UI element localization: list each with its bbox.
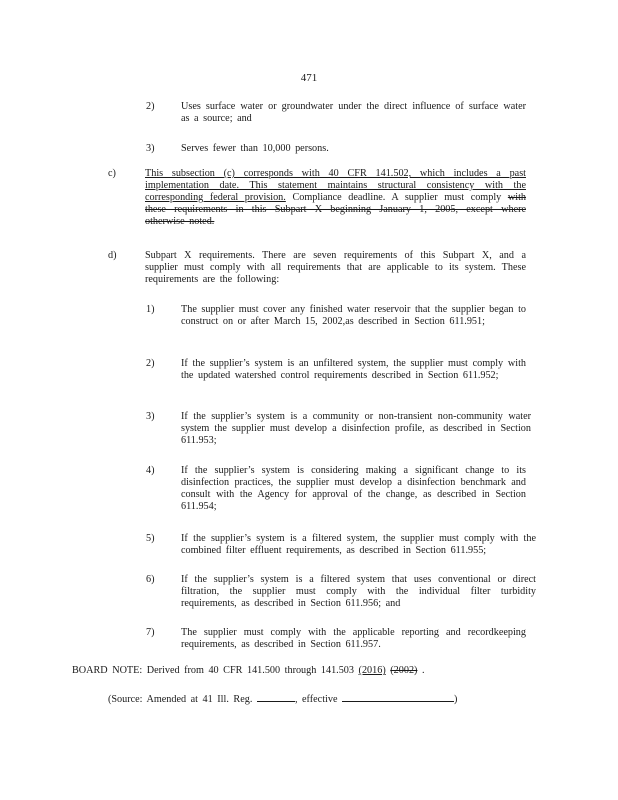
board-note-deleted-year: (2002) — [390, 665, 418, 676]
source-note-suffix: ) — [454, 694, 458, 705]
requirement-3-label: 3) — [146, 411, 155, 422]
subsection-c-inserted: This subsection (c) corresponds with 40 CFR 141.502, which includes a past implementation date. This statement maintains structural consistency with the corresponding federal provision. — [145, 168, 526, 203]
requirement-6-text: If the supplier’s system is a filtered system that uses conventional or direct filtration, the supplier must comply with the individual filter turbidity requirements, as described in Section 611.956; and — [181, 574, 536, 609]
requirement-4-text: If the supplier’s system is considering making a significant change to its disinfection practices, the supplier must develop a disinfection benchmark and consult with the Agency for approval of the change, as described in Section 611.954; — [181, 465, 526, 512]
requirement-4-label: 4) — [146, 465, 155, 476]
requirement-6-label: 6) — [146, 574, 155, 585]
subsection-c-deleted: with these requirements in this Subpart X beginning January 1, 2005, except where otherwise noted. — [145, 192, 526, 227]
subsection-c-text — [145, 168, 526, 228]
page-number: 471 — [300, 72, 318, 84]
requirement-7-text: The supplier must comply with the applicable reporting and recordkeeping requirements, as described in Section 611.957. — [181, 627, 526, 650]
item-2-label: 2) — [146, 101, 155, 112]
requirement-3-text: If the supplier’s system is a community or non-transient non-community water system the supplier must develop a disinfection profile, as described in Section 611.953; — [181, 411, 531, 446]
source-note — [108, 691, 528, 706]
effective-date-blank — [342, 691, 454, 702]
register-page-blank — [257, 691, 295, 702]
requirement-5-label: 5) — [146, 533, 155, 544]
subsection-d-intro: Subpart X requirements. There are seven requirements of this Subpart X, and a supplier must comply with all requirements that are applicable to its system. These requirements are the following: — [145, 250, 526, 285]
item-3-text: Serves fewer than 10,000 persons. — [181, 143, 329, 154]
requirement-1-text: The supplier must cover any finished water reservoir that the supplier began to construct on or after March 15, 2002,as described in Section 611.951; — [181, 304, 526, 327]
board-note-prefix: BOARD NOTE: Derived from 40 CFR 141.500 through 141.503 — [72, 665, 354, 676]
requirement-2-label: 2) — [146, 358, 155, 369]
requirement-5-text: If the supplier’s system is a filtered system, the supplier must comply with the combined filter effluent requirements, as described in Section 611.955; — [181, 533, 536, 556]
source-note-prefix: (Source: Amended at 41 Ill. Reg. — [108, 694, 253, 705]
requirement-1-label: 1) — [146, 304, 155, 315]
subsection-d-label: d) — [108, 250, 117, 261]
board-note — [72, 665, 532, 677]
board-note-inserted-year: (2016) — [358, 665, 386, 676]
item-2-text: Uses surface water or groundwater under the direct influence of surface water as a source; and — [181, 101, 526, 124]
subsection-c-label: c) — [108, 168, 116, 179]
requirement-2-text: If the supplier’s system is an unfiltered system, the supplier must comply with the updated watershed control requirements described in Section 611.952; — [181, 358, 526, 381]
source-note-middle: , effective — [294, 694, 338, 705]
board-note-suffix: . — [421, 665, 425, 676]
subsection-c-heading: Compliance deadline. A supplier must comply — [292, 192, 502, 203]
item-3-label: 3) — [146, 143, 155, 154]
requirement-7-label: 7) — [146, 627, 155, 638]
